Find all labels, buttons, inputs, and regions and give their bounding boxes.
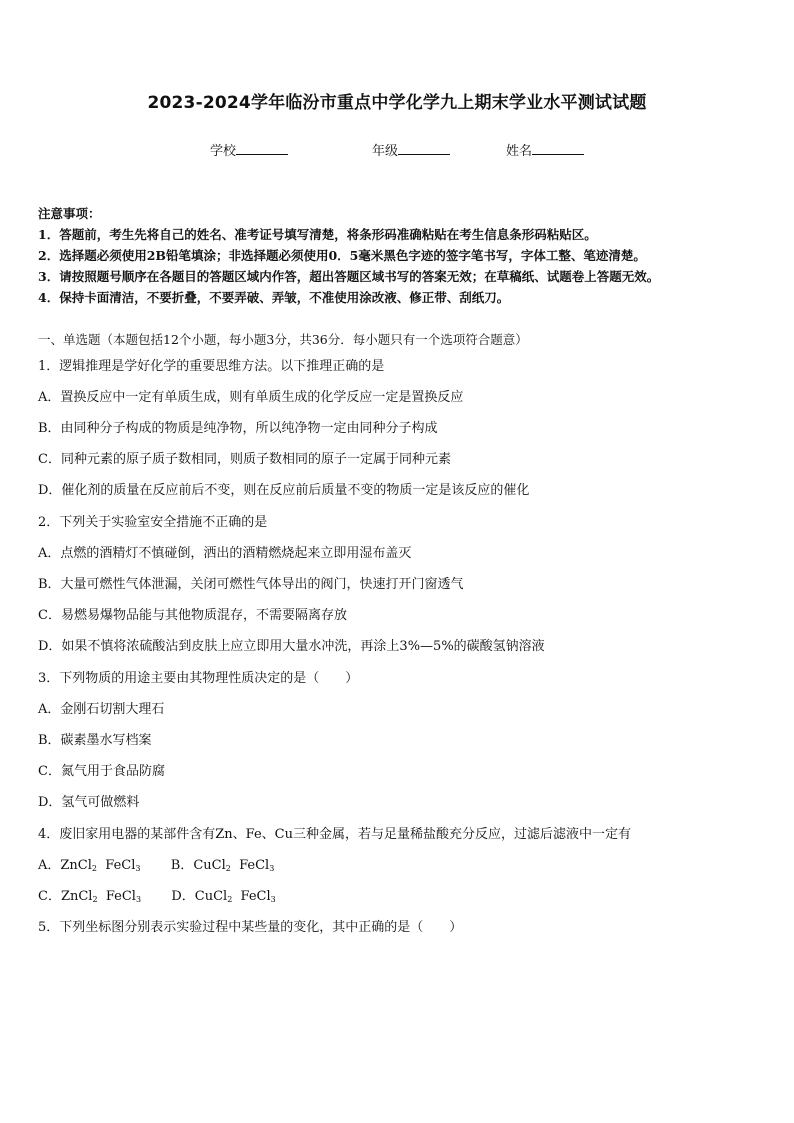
option-d[interactable]: D．氢气可做燃料	[38, 795, 140, 810]
option-b[interactable]: B．由同种分子构成的物质是纯净物，所以纯净物一定由同种分子构成	[38, 421, 438, 436]
name-field	[506, 140, 584, 159]
option-a[interactable]: A．金刚石切割大理石	[38, 702, 165, 717]
school-field	[210, 140, 288, 159]
name-blank[interactable]	[532, 142, 584, 155]
question-stem: 5．下列坐标图分别表示实验过程中某些量的变化，其中正确的是（ ）	[38, 920, 463, 935]
question-stem: 4．废旧家用电器的某部件含有Zn、Fe、Cu三种金属，若与足量稀盐酸充分反应，过滤后滤液中一定有	[38, 827, 631, 842]
grade-field	[372, 140, 450, 159]
question-stem: 2．下列关于实验室安全措施不正确的是	[38, 515, 268, 530]
question-stem: 1．逻辑推理是学好化学的重要思维方法。以下推理正确的是	[38, 359, 385, 374]
option-c[interactable]: C．ZnCl$_2$ FeCl$_3$	[38, 889, 142, 904]
q4-option-row-ab	[38, 854, 274, 873]
notice-item: 4．保持卡面清洁，不要折叠，不要弄破、弄皱，不准使用涂改液、修正带、刮纸刀。	[38, 290, 510, 305]
page-title: 2023-2024学年临汾市重点中学化学九上期末学业水平测试试题	[147, 93, 647, 113]
option-b[interactable]: B．CuCl$_2$ FeCl$_3$	[170, 858, 275, 873]
notice-item: 1．答题前，考生先将自己的姓名、准考证号填写清楚，将条形码准确粘贴在考生信息条形码粘贴区。	[38, 227, 597, 242]
school-label: 学校	[210, 144, 237, 159]
school-blank[interactable]	[236, 142, 288, 155]
option-a[interactable]: A．点燃的酒精灯不慎碰倒，洒出的酒精燃烧起来立即用湿布盖灭	[38, 546, 412, 561]
option-b[interactable]: B．大量可燃性气体泄漏，关闭可燃性气体导出的阀门，快速打开门窗透气	[38, 577, 464, 592]
notice-item: 2．选择题必须使用2B铅笔填涂；非选择题必须使用0．5毫米黑色字迹的签字笔书写，字体工整、笔迹清楚。	[38, 248, 646, 263]
notice-heading: 注意事项：	[38, 206, 101, 221]
q4-option-row-cd	[38, 885, 276, 904]
option-d[interactable]: D．CuCl$_2$ FeCl$_3$	[171, 889, 276, 904]
option-d[interactable]: D．催化剂的质量在反应前后不变，则在反应前后质量不变的物质一定是该反应的催化	[38, 483, 530, 498]
option-d[interactable]: D．如果不慎将浓硫酸沾到皮肤上应立即用大量水冲洗，再涂上3%—5%的碳酸氢钠溶液	[38, 639, 545, 654]
option-b[interactable]: B．碳素墨水写档案	[38, 733, 152, 748]
section-heading: 一、单选题（本题包括12个小题，每小题3分，共36分．每小题只有一个选项符合题意）	[38, 332, 528, 347]
option-a[interactable]: A．ZnCl$_2$ FeCl$_3$	[38, 858, 141, 873]
option-c[interactable]: C．氮气用于食品防腐	[38, 764, 165, 779]
name-label: 姓名	[506, 144, 533, 159]
grade-blank[interactable]	[398, 142, 450, 155]
option-a[interactable]: A．置换反应中一定有单质生成，则有单质生成的化学反应一定是置换反应	[38, 390, 464, 405]
option-c[interactable]: C．易燃易爆物品能与其他物质混存，不需要隔离存放	[38, 608, 347, 623]
notice-item: 3．请按照题号顺序在各题目的答题区域内作答，超出答题区域书写的答案无效；在草稿纸、试题卷上答题无效。	[38, 269, 660, 284]
option-c[interactable]: C．同种元素的原子质子数相同，则质子数相同的原子一定属于同种元素	[38, 452, 451, 467]
question-stem: 3．下列物质的用途主要由其物理性质决定的是（ ）	[38, 671, 359, 686]
grade-label: 年级	[372, 144, 399, 159]
